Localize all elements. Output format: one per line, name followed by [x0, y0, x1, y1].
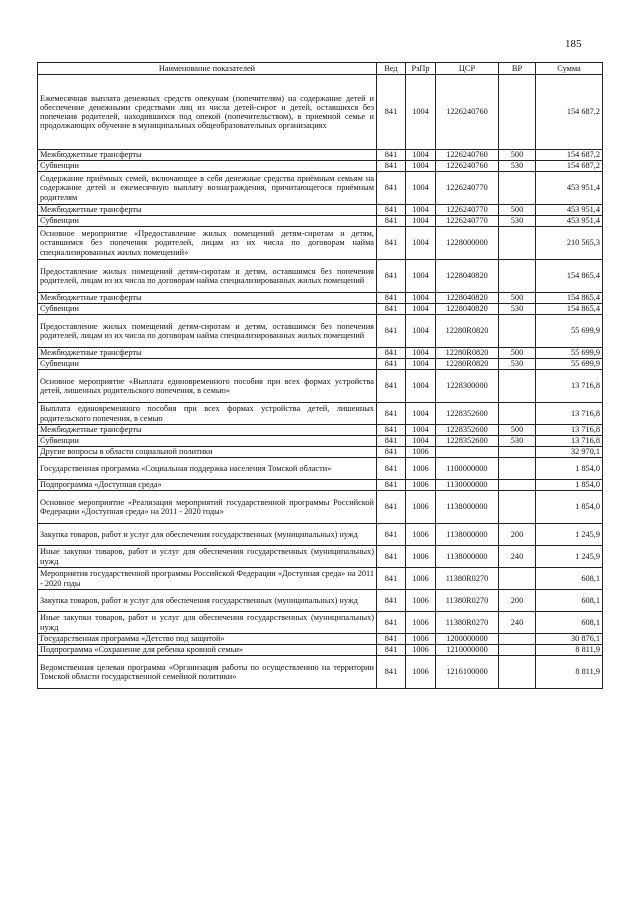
table-row — [38, 612, 603, 634]
row-vr: 530 — [499, 436, 536, 447]
header-sum: Сумма — [536, 63, 603, 75]
row-vr — [499, 260, 536, 293]
row-sum: 1 854,0 — [536, 491, 603, 524]
table-row — [38, 359, 603, 370]
table-row — [38, 546, 603, 568]
row-rzpr: 1006 — [406, 634, 436, 645]
row-ved: 841 — [377, 425, 406, 436]
row-csr — [436, 447, 499, 458]
row-sum: 154 687,2 — [536, 161, 603, 172]
row-name: Ежемесячная выплата денежных средств опекунам (попечителям) на содержание детей и обеспечение денежными средствами лиц из числа детей-сирот и детей, оставшихся без попечения родителей, находившихся под опекой (попечительством), в приемной семье и продолжающих обучение в муниципальных общеобразовательных организациях — [38, 75, 377, 150]
row-csr: 1200000000 — [436, 634, 499, 645]
row-sum: 154 865,4 — [536, 304, 603, 315]
row-ved: 841 — [377, 348, 406, 359]
row-vr: 200 — [499, 590, 536, 612]
row-ved: 841 — [377, 370, 406, 403]
row-csr: 12280R0820 — [436, 359, 499, 370]
table-row — [38, 403, 603, 425]
table-row — [38, 645, 603, 656]
row-csr: 11380R0270 — [436, 590, 499, 612]
row-ved: 841 — [377, 546, 406, 568]
table-row — [38, 447, 603, 458]
row-vr: 500 — [499, 205, 536, 216]
table-row — [38, 524, 603, 546]
row-vr: 200 — [499, 524, 536, 546]
row-vr: 500 — [499, 293, 536, 304]
table-row — [38, 75, 603, 150]
row-vr: 240 — [499, 546, 536, 568]
row-name: Государственная программа «Социальная поддержка населения Томской области» — [38, 458, 377, 480]
row-vr: 500 — [499, 348, 536, 359]
table-row — [38, 348, 603, 359]
row-sum: 1 854,0 — [536, 458, 603, 480]
row-rzpr: 1004 — [406, 403, 436, 425]
row-sum: 55 699,9 — [536, 348, 603, 359]
table-row — [38, 370, 603, 403]
row-rzpr: 1004 — [406, 370, 436, 403]
row-name: Закупка товаров, работ и услуг для обеспечения государственных (муниципальных) нужд — [38, 524, 377, 546]
header-ved: Вед — [377, 63, 406, 75]
row-sum: 1 245,9 — [536, 546, 603, 568]
row-sum: 154 865,4 — [536, 260, 603, 293]
row-rzpr: 1004 — [406, 161, 436, 172]
row-vr — [499, 568, 536, 590]
row-sum: 13 716,8 — [536, 403, 603, 425]
row-rzpr: 1004 — [406, 216, 436, 227]
row-name: Закупка товаров, работ и услуг для обеспечения государственных (муниципальных) нужд — [38, 590, 377, 612]
row-ved: 841 — [377, 480, 406, 491]
row-sum: 13 716,8 — [536, 436, 603, 447]
row-sum: 154 687,2 — [536, 150, 603, 161]
row-vr — [499, 227, 536, 260]
row-sum: 453 951,4 — [536, 172, 603, 205]
row-ved: 841 — [377, 293, 406, 304]
row-csr: 1138000000 — [436, 546, 499, 568]
row-sum: 608,1 — [536, 568, 603, 590]
row-vr: 500 — [499, 425, 536, 436]
row-sum: 55 699,9 — [536, 359, 603, 370]
row-rzpr: 1004 — [406, 436, 436, 447]
row-sum: 154 687,2 — [536, 75, 603, 150]
table-row — [38, 436, 603, 447]
row-rzpr: 1006 — [406, 656, 436, 689]
row-ved: 841 — [377, 315, 406, 348]
row-csr: 1228352600 — [436, 403, 499, 425]
row-name: Межбюджетные трансферты — [38, 150, 377, 161]
row-vr — [499, 315, 536, 348]
row-sum: 154 865,4 — [536, 293, 603, 304]
row-csr: 1226240760 — [436, 150, 499, 161]
row-ved: 841 — [377, 205, 406, 216]
row-vr: 530 — [499, 216, 536, 227]
header-csr: ЦСР — [436, 63, 499, 75]
row-ved: 841 — [377, 447, 406, 458]
row-vr — [499, 645, 536, 656]
row-name: Межбюджетные трансферты — [38, 425, 377, 436]
table-row — [38, 172, 603, 205]
table-row — [38, 304, 603, 315]
row-csr: 1226240770 — [436, 205, 499, 216]
row-csr: 1100000000 — [436, 458, 499, 480]
row-csr: 1228040820 — [436, 293, 499, 304]
row-csr: 1228300000 — [436, 370, 499, 403]
header-vr: ВР — [499, 63, 536, 75]
row-rzpr: 1004 — [406, 150, 436, 161]
row-ved: 841 — [377, 403, 406, 425]
row-vr: 530 — [499, 161, 536, 172]
row-ved: 841 — [377, 458, 406, 480]
row-csr: 1228040820 — [436, 260, 499, 293]
row-sum: 13 716,8 — [536, 370, 603, 403]
row-csr: 1226240770 — [436, 172, 499, 205]
row-name: Субвенции — [38, 161, 377, 172]
row-ved: 841 — [377, 590, 406, 612]
row-vr — [499, 403, 536, 425]
row-csr: 1130000000 — [436, 480, 499, 491]
row-vr: 530 — [499, 304, 536, 315]
row-name: Иные закупки товаров, работ и услуг для обеспечения государственных (муниципальных) нужд — [38, 612, 377, 634]
row-csr: 1138000000 — [436, 491, 499, 524]
row-rzpr: 1006 — [406, 568, 436, 590]
table-row — [38, 568, 603, 590]
row-sum: 32 970,1 — [536, 447, 603, 458]
row-ved: 841 — [377, 260, 406, 293]
row-rzpr: 1004 — [406, 260, 436, 293]
row-name: Подпрограмма «Сохранение для ребенка кровной семьи» — [38, 645, 377, 656]
table-row — [38, 458, 603, 480]
row-vr — [499, 458, 536, 480]
table-row — [38, 161, 603, 172]
row-rzpr: 1006 — [406, 524, 436, 546]
row-vr — [499, 634, 536, 645]
row-rzpr: 1006 — [406, 612, 436, 634]
row-name: Другие вопросы в области социальной политики — [38, 447, 377, 458]
header-rzpr: РзПр — [406, 63, 436, 75]
row-rzpr: 1004 — [406, 227, 436, 260]
row-rzpr: 1004 — [406, 425, 436, 436]
row-name: Ведомственная целевая программа «Организация работы по осуществлению на территории Томской области государственной семейной политики» — [38, 656, 377, 689]
row-name: Выплата единовременного пособия при всех формах устройства детей, лишенных родительского попечения, в семью — [38, 403, 377, 425]
row-vr — [499, 656, 536, 689]
row-name: Межбюджетные трансферты — [38, 205, 377, 216]
row-rzpr: 1004 — [406, 172, 436, 205]
row-ved: 841 — [377, 359, 406, 370]
row-vr — [499, 370, 536, 403]
row-sum: 8 811,9 — [536, 645, 603, 656]
row-rzpr: 1004 — [406, 293, 436, 304]
row-name: Межбюджетные трансферты — [38, 293, 377, 304]
table-header-row — [38, 63, 603, 75]
row-ved: 841 — [377, 436, 406, 447]
row-ved: 841 — [377, 172, 406, 205]
row-name: Государственная программа «Детство под защитой» — [38, 634, 377, 645]
row-name: Субвенции — [38, 359, 377, 370]
row-ved: 841 — [377, 161, 406, 172]
row-ved: 841 — [377, 304, 406, 315]
row-vr — [499, 447, 536, 458]
table-row — [38, 205, 603, 216]
row-name: Основное мероприятие «Реализация мероприятий государственной программы Российской Федерации «Доступная среда» на 2011 - 2020 годы» — [38, 491, 377, 524]
row-vr: 240 — [499, 612, 536, 634]
header-name: Наименование показателей — [38, 63, 377, 75]
row-name: Межбюджетные трансферты — [38, 348, 377, 359]
row-csr: 1228352600 — [436, 425, 499, 436]
row-rzpr: 1004 — [406, 205, 436, 216]
row-rzpr: 1004 — [406, 304, 436, 315]
table-row — [38, 315, 603, 348]
row-rzpr: 1006 — [406, 480, 436, 491]
row-rzpr: 1004 — [406, 348, 436, 359]
row-name: Подпрограмма «Доступная среда» — [38, 480, 377, 491]
table-row — [38, 656, 603, 689]
row-sum: 608,1 — [536, 590, 603, 612]
row-csr: 11380R0270 — [436, 612, 499, 634]
row-vr: 500 — [499, 150, 536, 161]
row-name: Субвенции — [38, 304, 377, 315]
row-name: Субвенции — [38, 216, 377, 227]
row-sum: 1 854,0 — [536, 480, 603, 491]
row-rzpr: 1006 — [406, 491, 436, 524]
table-row — [38, 634, 603, 645]
table-row — [38, 150, 603, 161]
row-ved: 841 — [377, 656, 406, 689]
row-csr: 1228352600 — [436, 436, 499, 447]
row-rzpr: 1004 — [406, 315, 436, 348]
row-rzpr: 1004 — [406, 75, 436, 150]
row-vr — [499, 491, 536, 524]
row-rzpr: 1006 — [406, 546, 436, 568]
table-row — [38, 260, 603, 293]
row-csr: 1226240770 — [436, 216, 499, 227]
row-csr: 1210000000 — [436, 645, 499, 656]
row-name: Предоставление жилых помещений детям-сиротам и детям, оставшимся без попечения родителей, лицам из их числа по договорам найма специализированных жилых помещений — [38, 260, 377, 293]
row-sum: 30 876,1 — [536, 634, 603, 645]
row-csr: 1138000000 — [436, 524, 499, 546]
row-vr: 530 — [499, 359, 536, 370]
table-row — [38, 491, 603, 524]
row-rzpr: 1006 — [406, 447, 436, 458]
budget-table — [37, 62, 603, 689]
row-ved: 841 — [377, 150, 406, 161]
table-row — [38, 227, 603, 260]
row-sum: 55 699,9 — [536, 315, 603, 348]
row-csr: 1228000000 — [436, 227, 499, 260]
table-row — [38, 590, 603, 612]
row-ved: 841 — [377, 491, 406, 524]
row-name: Иные закупки товаров, работ и услуг для обеспечения государственных (муниципальных) нужд — [38, 546, 377, 568]
row-sum: 8 811,9 — [536, 656, 603, 689]
row-vr — [499, 172, 536, 205]
row-name: Предоставление жилых помещений детям-сиротам и детям, оставшимся без попечения родителей, лицам из их числа по договорам найма специализированных жилых помещений — [38, 315, 377, 348]
row-ved: 841 — [377, 227, 406, 260]
row-sum: 608,1 — [536, 612, 603, 634]
row-csr: 1226240760 — [436, 161, 499, 172]
row-sum: 210 565,3 — [536, 227, 603, 260]
row-name: Основное мероприятие «Предоставление жилых помещений детям-сиротам и детям, оставшимся без попечения родителей, лицам из их числа по договорам найма специализированных жилых помещений» — [38, 227, 377, 260]
row-vr — [499, 75, 536, 150]
row-name: Мероприятия государственной программы Российской Федерации «Доступная среда» на 2011 - 2020 годы — [38, 568, 377, 590]
row-rzpr: 1006 — [406, 590, 436, 612]
row-sum: 13 716,8 — [536, 425, 603, 436]
row-ved: 841 — [377, 612, 406, 634]
page-number: 185 — [565, 38, 582, 50]
row-rzpr: 1004 — [406, 359, 436, 370]
row-name: Субвенции — [38, 436, 377, 447]
row-sum: 1 245,9 — [536, 524, 603, 546]
table-row — [38, 425, 603, 436]
row-ved: 841 — [377, 524, 406, 546]
row-rzpr: 1006 — [406, 645, 436, 656]
table-row — [38, 216, 603, 227]
row-sum: 453 951,4 — [536, 216, 603, 227]
table-row — [38, 293, 603, 304]
row-rzpr: 1006 — [406, 458, 436, 480]
row-vr — [499, 480, 536, 491]
row-ved: 841 — [377, 568, 406, 590]
row-csr: 11380R0270 — [436, 568, 499, 590]
row-ved: 841 — [377, 634, 406, 645]
row-csr: 12280R0820 — [436, 315, 499, 348]
row-name: Основное мероприятие «Выплата единовременного пособия при всех формах устройства детей, лишенных родительского попечения, в семью» — [38, 370, 377, 403]
row-csr: 1216100000 — [436, 656, 499, 689]
row-csr: 1226240760 — [436, 75, 499, 150]
row-name: Содержание приёмных семей, включающее в себя денежные средства приёмным семьям на содержание детей и ежемесячную выплату вознаграждения, причитающегося приёмным родителям — [38, 172, 377, 205]
row-csr: 12280R0820 — [436, 348, 499, 359]
row-ved: 841 — [377, 645, 406, 656]
row-sum: 453 951,4 — [536, 205, 603, 216]
row-ved: 841 — [377, 75, 406, 150]
row-csr: 1228040820 — [436, 304, 499, 315]
row-ved: 841 — [377, 216, 406, 227]
table-row — [38, 480, 603, 491]
